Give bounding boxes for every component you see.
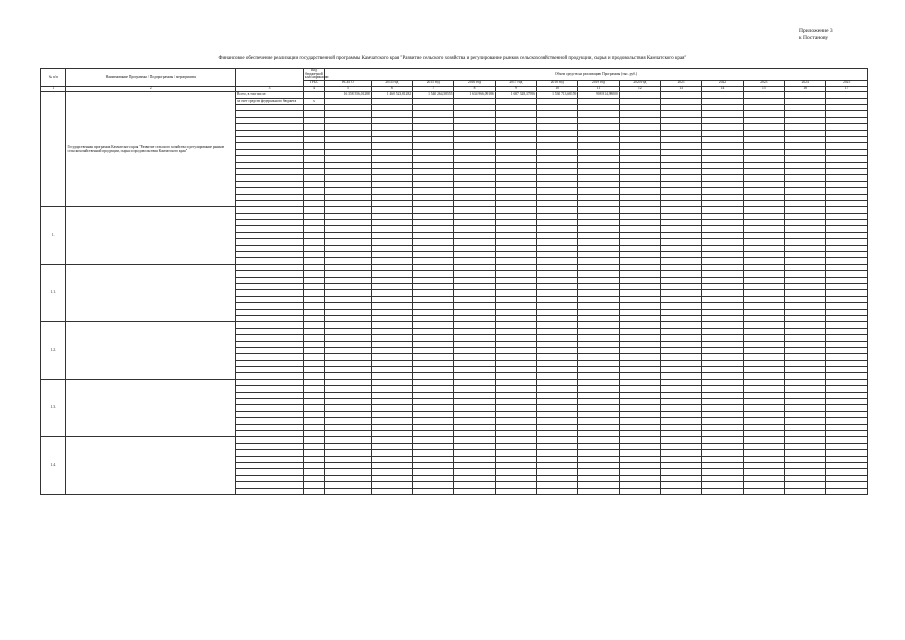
appendix-line-2: к Постанову — [799, 35, 829, 41]
appendix-line-1: Приложение 3 — [799, 28, 833, 34]
document-title: Финансовое обеспечение реализации государственной программы Камчатского края "Развитие сельского хозяйства и регулирование рынков сельскохозяйственной продукции, сырья и продовольствия Камчатского края" — [218, 56, 687, 61]
year-value — [619, 488, 660, 494]
col-header-year: 2020 год — [619, 80, 660, 86]
program-name: Государственная программа Камчатского края "Развитие сельского хозяйства и регулирование рынков сельскохозяйственной продукции, сырья и продовольствия Камчатского края" — [66, 92, 236, 207]
row-number: 1.4. — [41, 437, 66, 495]
col-header-codes: Код бюджетной классификации — [304, 68, 329, 80]
col-header-year: 2024 — [785, 80, 826, 86]
funding-source — [236, 488, 304, 494]
program-name — [66, 207, 236, 265]
col-index-cell: 16 — [785, 86, 826, 92]
col-header-num: № п/п — [41, 69, 66, 87]
row-number: 1.3. — [41, 379, 66, 437]
year-value: 1 687 328,37956 — [495, 92, 536, 98]
col-header-year: 2014 год — [371, 80, 412, 86]
row-number — [41, 92, 66, 207]
year-value — [495, 488, 536, 494]
col-index-cell: 12 — [619, 86, 660, 92]
col-header-program: Наименование Программы / Подпрограммы / мероприятия — [66, 69, 236, 87]
year-value: 1 540 264,58555 — [413, 92, 454, 98]
year-value: 908 814,98000 — [578, 92, 619, 98]
col-index-cell: 6 — [371, 86, 412, 92]
col-header-year: 2015 год — [413, 80, 454, 86]
col-header-total: ВСЕГО — [325, 80, 372, 86]
col-header-year: 2016 год — [454, 80, 495, 86]
col-index-cell: 2 — [66, 86, 236, 92]
col-index-cell: 7 — [413, 86, 454, 92]
col-header-year: 2021 — [661, 80, 702, 86]
row-number: 1.2. — [41, 322, 66, 380]
year-value — [371, 488, 412, 494]
grbs-code — [303, 488, 324, 494]
year-value — [702, 488, 743, 494]
col-header-source — [236, 69, 304, 87]
year-value: 1 530 713,68159 — [537, 92, 578, 98]
col-header-year: 2018 год — [537, 80, 578, 86]
appendix-label — [799, 28, 889, 42]
col-header-year: 2019 год — [578, 80, 619, 86]
funding-source: за счет средств федерального бюджета — [236, 98, 304, 104]
col-index-cell: 11 — [578, 86, 619, 92]
year-value: 1 460 523,81282 — [371, 92, 412, 98]
year-value — [413, 488, 454, 494]
row-number: 1.1. — [41, 264, 66, 322]
col-header-year: 2023 — [743, 80, 784, 86]
col-header-grbs: ГРБС — [303, 80, 324, 86]
col-index-cell: 8 — [454, 86, 495, 92]
year-value — [785, 488, 826, 494]
year-value — [537, 488, 578, 494]
funding-source: Всего, в том числе: — [236, 92, 304, 98]
col-index-cell: 14 — [702, 86, 743, 92]
col-index-cell: 1 — [41, 86, 66, 92]
total-value: 16 358 556,01288 — [325, 92, 372, 98]
col-header-volume: Объем средств на реализацию Программы (тыс. руб.) — [325, 69, 868, 81]
program-name — [66, 264, 236, 322]
col-index-cell: 17 — [826, 86, 868, 92]
col-index-cell: 9 — [495, 86, 536, 92]
col-index-cell: 5 — [325, 86, 372, 92]
year-value — [454, 488, 495, 494]
year-value — [578, 488, 619, 494]
year-value — [743, 488, 784, 494]
total-value — [325, 488, 372, 494]
col-index-cell: 13 — [661, 86, 702, 92]
program-name — [66, 322, 236, 380]
col-header-year: 2017 год — [495, 80, 536, 86]
program-name — [66, 379, 236, 437]
col-index-cell: 3 — [236, 86, 304, 92]
financing-table — [40, 68, 868, 495]
col-index-cell: 4 — [303, 86, 324, 92]
year-value — [661, 488, 702, 494]
year-value: 1 634 966,09186 — [454, 92, 495, 98]
col-header-year: 2022 — [702, 80, 743, 86]
grbs-code: х — [303, 98, 324, 104]
col-index-cell: 10 — [537, 86, 578, 92]
col-header-year: 2025 — [826, 80, 868, 86]
col-index-cell: 15 — [743, 86, 784, 92]
year-value — [826, 488, 868, 494]
row-number: 1. — [41, 207, 66, 265]
program-name — [66, 437, 236, 495]
